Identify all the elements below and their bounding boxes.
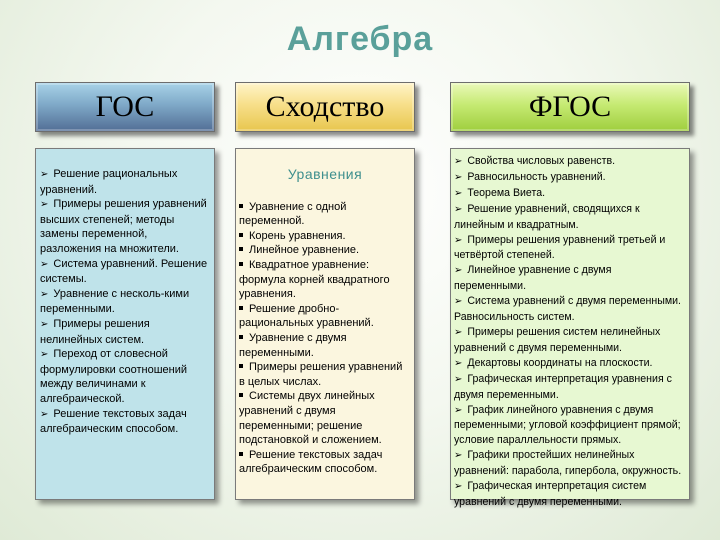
- header-similarity: Сходство: [235, 82, 415, 132]
- list-item: [454, 154, 686, 170]
- list-item: [239, 389, 411, 447]
- list-item: [239, 243, 411, 258]
- list-item-text: Решение дробно-рациональных уравнений.: [239, 302, 374, 330]
- square-bullet-icon: [239, 204, 243, 208]
- list-item-text: Примеры решения уравнений в целых числах.: [239, 361, 403, 388]
- list-item: [239, 360, 411, 389]
- list-item-text: Переход от словесной формулировки соотношений между величинами к алгебраической.: [40, 348, 188, 405]
- arrow-bullet-icon: ➢: [40, 408, 49, 420]
- square-bullet-icon: [239, 364, 243, 368]
- list-item: [40, 287, 210, 317]
- list-item-text: Равносильность уравнений.: [467, 170, 606, 183]
- list-item-text: Примеры решения нелинейных систем.: [40, 317, 150, 346]
- list-item: [454, 186, 686, 202]
- list-item: [40, 317, 210, 347]
- list-item: [40, 407, 210, 437]
- list-item: [40, 257, 210, 287]
- arrow-bullet-icon: ➢: [40, 199, 49, 211]
- list-item-text: Графическая интерпретация уравнения с двумя переменными.: [454, 372, 672, 401]
- arrow-bullet-icon: ➢: [40, 258, 49, 270]
- list-item-text: Решение текстовых задач алгебраическим способом.: [40, 407, 187, 436]
- list-item-text: Система уравнений. Решение системы.: [40, 257, 208, 286]
- arrow-bullet-icon: ➢: [454, 171, 463, 183]
- list-item: [454, 325, 686, 356]
- list-item-text: Теорема Виета.: [467, 186, 546, 199]
- square-bullet-icon: [239, 452, 243, 456]
- fgos-list-panel: [450, 148, 690, 508]
- list-item-text: Примеры решения уравнений третьей и четвёртой степеней.: [454, 233, 666, 262]
- list-item: [454, 356, 686, 372]
- list-item-text: Система уравнений с двумя переменными. Равносильность систем.: [454, 295, 681, 324]
- list-item: [454, 263, 686, 294]
- list-item-text: Решение уравнений, сводящихся к линейным и квадратным.: [454, 202, 640, 231]
- list-item: [40, 347, 210, 406]
- list-item: [239, 448, 411, 477]
- arrow-bullet-icon: ➢: [454, 187, 463, 199]
- list-item-text: Решение текстовых задач алгебраическим способом.: [239, 448, 383, 476]
- list-item-text: Графики простейших нелинейных уравнений: парабола, гипербола, окружность.: [454, 449, 682, 478]
- list-item-text: Примеры решения систем нелинейных уравнений с двумя переменными.: [454, 325, 661, 354]
- list-item-text: Примеры решения уравнений высших степеней; методы замены переменной, разложения на множители.: [40, 198, 207, 255]
- list-item: [40, 197, 210, 256]
- list-item: [454, 372, 686, 403]
- arrow-bullet-icon: ➢: [40, 169, 49, 180]
- list-item: [454, 403, 686, 449]
- list-item: [239, 258, 411, 302]
- gos-list: [40, 167, 210, 437]
- list-item: [454, 294, 686, 325]
- list-item-text: Графическая интерпретация систем уравнений с двумя переменными.: [454, 480, 647, 508]
- arrow-bullet-icon: ➢: [454, 373, 463, 385]
- list-item-text: График линейного уравнения с двумя переменными; угловой коэффициент прямой; условие параллельности прямых.: [454, 403, 681, 447]
- list-item-text: Линейное уравнение.: [249, 244, 360, 257]
- gos-list-panel: [35, 148, 215, 500]
- list-item: [239, 331, 411, 360]
- square-bullet-icon: [239, 233, 243, 237]
- list-item-text: Уравнение с одной переменной.: [239, 200, 347, 228]
- list-item-text: Квадратное уравнение: формула корней квадратного уравнения.: [239, 258, 390, 301]
- similarity-list-panel: [235, 148, 415, 500]
- arrow-bullet-icon: ➢: [454, 296, 463, 308]
- list-item-text: Свойства числовых равенств.: [467, 155, 616, 167]
- arrow-bullet-icon: ➢: [40, 349, 49, 361]
- list-item: [239, 200, 411, 229]
- arrow-bullet-icon: ➢: [454, 404, 463, 416]
- arrow-bullet-icon: ➢: [454, 203, 463, 215]
- list-item-text: Решение рациональных уравнений.: [40, 168, 178, 196]
- list-item: [454, 233, 686, 264]
- fgos-list: [454, 154, 686, 510]
- list-item: [239, 302, 411, 331]
- list-item-text: Системы двух линейных уравнений с двумя переменными; решение подстановкой и сложением.: [239, 390, 382, 447]
- square-bullet-icon: [239, 247, 243, 251]
- header-fgos: ФГОС: [450, 82, 690, 132]
- square-bullet-icon: [239, 393, 243, 397]
- square-bullet-icon: [239, 262, 243, 266]
- arrow-bullet-icon: ➢: [454, 450, 463, 462]
- list-item-text: Декартовы координаты на плоскости.: [467, 356, 653, 369]
- arrow-bullet-icon: ➢: [454, 234, 463, 246]
- header-gos: ГОС: [35, 82, 215, 132]
- list-item-text: Уравнение с двумя переменными.: [239, 331, 347, 359]
- list-item: [454, 479, 686, 510]
- list-item: [40, 167, 210, 197]
- list-item-text: Корень уравнения.: [249, 229, 346, 242]
- list-item: [239, 229, 411, 244]
- list-item: [454, 448, 686, 479]
- list-item-text: Уравнение с несколь-кими переменными.: [40, 287, 190, 316]
- list-item: [454, 170, 686, 186]
- similarity-list: [239, 200, 411, 477]
- arrow-bullet-icon: ➢: [40, 288, 49, 300]
- arrow-bullet-icon: ➢: [454, 156, 463, 167]
- page-title: Алгебра: [286, 20, 434, 58]
- arrow-bullet-icon: ➢: [454, 326, 463, 338]
- list-item: [454, 202, 686, 233]
- arrow-bullet-icon: ➢: [454, 357, 463, 369]
- arrow-bullet-icon: ➢: [454, 265, 463, 277]
- similarity-heading: Уравнения: [287, 166, 363, 182]
- list-item-text: Линейное уравнение с двумя переменными.: [454, 264, 612, 293]
- arrow-bullet-icon: ➢: [454, 481, 463, 493]
- square-bullet-icon: [239, 306, 243, 310]
- arrow-bullet-icon: ➢: [40, 318, 49, 330]
- square-bullet-icon: [239, 335, 243, 339]
